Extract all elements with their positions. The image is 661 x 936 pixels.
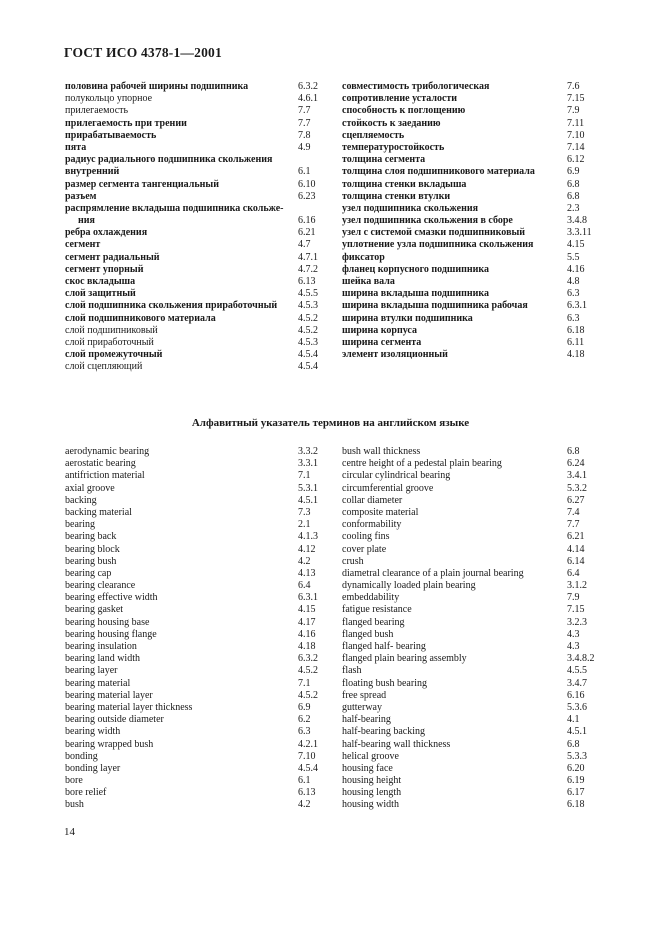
index-reference: 7.7: [298, 117, 311, 129]
index-reference: 3.3.11: [567, 227, 592, 239]
index-reference: 4.5.5: [567, 665, 587, 677]
index-reference: 7.10: [567, 129, 585, 141]
index-reference: 3.4.8: [567, 215, 587, 227]
index-term: шейка вала: [342, 276, 395, 287]
index-reference: 6.13: [298, 276, 316, 287]
index-term: housing length: [342, 787, 402, 799]
index-term: слой подшипника скольжения приработочный: [65, 300, 278, 312]
index-reference: 7.3: [298, 506, 311, 518]
index-term: bearing housing base: [65, 616, 150, 628]
index-term: bearing block: [65, 543, 120, 555]
index-reference: 4.7: [298, 239, 311, 251]
index-term: centre height of a pedestal plain bearing: [342, 458, 502, 470]
index-term: antifriction material: [65, 470, 145, 482]
index-term: слой промежуточный: [65, 349, 163, 361]
index-reference: 6.3.1: [567, 300, 587, 312]
index-reference: 4.3: [567, 628, 580, 640]
index-term: размер сегмента тангенциальный: [65, 178, 219, 190]
index-term: bearing land width: [65, 653, 140, 665]
index-term: bearing back: [65, 531, 117, 543]
index-term: толщина стенки вкладыша: [342, 178, 467, 190]
index-reference: 6.21: [567, 531, 585, 543]
index-reference: 6.3: [567, 312, 580, 324]
index-reference: 4.18: [567, 349, 585, 361]
index-term: сегмент: [65, 239, 101, 251]
index-term: узел с системой смазки подшипниковый: [342, 227, 526, 239]
index-reference: 6.9: [298, 701, 311, 713]
index-reference: 6.13: [298, 787, 316, 799]
index-term: aerodynamic bearing: [65, 446, 150, 457]
index-reference: 6.23: [298, 190, 316, 202]
index-term: слой приработочный: [65, 336, 154, 348]
index-term: уплотнение узла подшипника скольжения: [342, 239, 534, 251]
index-reference: 6.1: [298, 775, 311, 787]
index-reference: 4.5.2: [298, 689, 318, 701]
index-term: bush wall thickness: [342, 446, 421, 457]
index-reference: 3.1.2: [567, 580, 587, 592]
index-reference: 4.12: [298, 543, 316, 555]
index-term: bearing material: [65, 677, 131, 689]
index-term: узел подшипника скольжения: [342, 202, 479, 214]
index-term: прирабатываемость: [65, 129, 157, 141]
index-reference: 4.2.1: [298, 738, 318, 750]
index-term: bearing wrapped bush: [65, 738, 154, 750]
index-term: bore: [65, 775, 83, 787]
index-term: прилегаемость при трении: [65, 117, 187, 129]
index-reference: 5.3.1: [298, 482, 318, 494]
index-term: bonding: [65, 750, 98, 762]
index-reference: 7.9: [567, 105, 580, 117]
index-term: ширина вкладыша подшипника рабочая: [342, 300, 528, 312]
index-reference: 7.4: [567, 506, 580, 518]
index-term: распрямление вкладыша подшипника скольже-: [65, 202, 284, 214]
index-reference: 6.3.2: [298, 653, 318, 665]
index-term: способность к поглощению: [342, 105, 466, 117]
index-term: сцепляемость: [342, 129, 405, 141]
index-reference: 5.3.3: [567, 750, 587, 762]
index-reference: 4.2: [298, 799, 311, 811]
index-term: gutterway: [342, 701, 382, 713]
index-reference: 4.17: [298, 616, 316, 628]
index-reference: 7.1: [298, 470, 311, 482]
index-reference: 6.21: [298, 227, 316, 239]
index-term: cooling fins: [342, 531, 390, 543]
index-term: embeddability: [342, 592, 400, 604]
index-reference: 3.2.3: [567, 616, 587, 628]
index-reference: 4.14: [567, 543, 585, 555]
index-term: flanged plain bearing assembly: [342, 653, 467, 665]
index-term: bonding layer: [65, 762, 121, 774]
index-term: ширина корпуса: [342, 324, 417, 336]
index-term: cover plate: [342, 543, 387, 555]
index-reference: 4.5.4: [298, 361, 318, 373]
index-reference: 6.12: [567, 154, 585, 166]
index-term: совместимость трибологическая: [342, 81, 490, 92]
index-reference: 3.3.2: [298, 446, 318, 457]
index-reference: 6.8: [567, 190, 580, 202]
index-reference: 4.5.1: [298, 494, 318, 506]
index-reference: 4.18: [298, 641, 316, 652]
index-term: crush: [342, 555, 364, 567]
index-reference: 4.3: [567, 641, 580, 652]
index-reference: 6.16: [298, 215, 316, 227]
index-term: helical groove: [342, 750, 399, 762]
index-reference: 6.9: [567, 166, 580, 178]
index-term: backing material: [65, 506, 132, 518]
index-term: flanged bearing: [342, 616, 405, 628]
index-term: толщина сегмента: [342, 154, 426, 166]
index-reference: 6.3: [298, 726, 311, 738]
index-reference: 4.5.2: [298, 312, 318, 324]
index-term: fatigue resistance: [342, 604, 412, 616]
index-reference: 4.15: [298, 604, 316, 616]
index-reference: 4.5.3: [298, 336, 318, 348]
index-reference: 6.24: [567, 458, 585, 470]
index-reference: 4.7.2: [298, 263, 318, 275]
index-term: bearing: [65, 519, 95, 531]
index-reference: 6.14: [567, 555, 585, 567]
index-term: aerostatic bearing: [65, 458, 136, 470]
index-term: стойкость к заеданию: [342, 117, 441, 129]
index-reference: 6.8: [567, 738, 580, 750]
index-reference: 6.4: [298, 580, 311, 592]
index-term: толщина слоя подшипникового материала: [342, 166, 535, 178]
index-reference: 7.7: [567, 519, 580, 531]
index-reference: 4.6.1: [298, 93, 318, 105]
index-term: bearing clearance: [65, 580, 136, 592]
index-term: half-bearing wall thickness: [342, 738, 451, 750]
index-term: housing width: [342, 799, 399, 811]
index-term: половина рабочей ширины подшипника: [65, 81, 249, 92]
index-term: flanged bush: [342, 628, 394, 640]
index-reference: 4.7.1: [298, 251, 318, 263]
index-term: diametral clearance of a plain journal bearing: [342, 567, 524, 579]
index-reference: 4.5.4: [298, 349, 318, 361]
index-reference: 7.9: [567, 592, 580, 604]
index-reference: 6.4: [567, 567, 580, 579]
index-term: floating bush bearing: [342, 677, 427, 689]
index-reference: 4.5.1: [567, 726, 587, 738]
index-term: температуростойкость: [342, 141, 445, 153]
page-header: ГОСТ ИСО 4378-1—2001: [64, 45, 222, 60]
index-reference: 4.16: [298, 628, 316, 640]
index-term: flanged half- bearing: [342, 641, 426, 652]
index-reference: 4.9: [298, 141, 311, 153]
index-reference: 4.5.2: [298, 665, 318, 677]
index-term: скос вкладыша: [65, 276, 136, 287]
index-reference: 6.20: [567, 762, 585, 774]
index-reference: 4.1.3: [298, 531, 318, 543]
index-reference: 6.17: [567, 787, 585, 799]
index-reference: 4.5.4: [298, 762, 318, 774]
index-reference: 7.10: [298, 750, 316, 762]
index-term: dynamically loaded plain bearing: [342, 580, 476, 592]
index-term: collar diameter: [342, 494, 403, 506]
index-term: элемент изоляционный: [342, 349, 448, 361]
index-term: внутренний: [65, 166, 120, 178]
index-reference: 6.3.1: [298, 592, 318, 604]
index-reference: 6.8: [567, 178, 580, 190]
index-term: толщина стенки втулки: [342, 190, 451, 202]
index-reference: 2.3: [567, 202, 580, 214]
index-term: flash: [342, 665, 362, 677]
index-reference: 7.6: [567, 81, 580, 92]
index-reference: 6.18: [567, 799, 585, 811]
index-term: bearing outside diameter: [65, 714, 164, 726]
index-term: housing height: [342, 775, 402, 787]
english-index-title: Алфавитный указатель терминов на английском языке: [191, 417, 470, 429]
index-term: фиксатор: [342, 251, 385, 263]
index-term: axial groove: [65, 482, 115, 494]
index-term: разъем: [65, 190, 97, 202]
index-reference: 6.10: [298, 178, 316, 190]
index-reference: 6.27: [567, 494, 585, 506]
index-reference: 6.11: [567, 336, 585, 348]
index-term: ширина вкладыша подшипника: [342, 288, 490, 300]
index-reference: 7.7: [298, 105, 311, 117]
index-term: housing face: [342, 762, 393, 774]
index-reference: 6.18: [567, 324, 585, 336]
index-term: узел подшипника скольжения в сборе: [342, 215, 513, 227]
index-reference: 4.16: [567, 263, 585, 275]
index-term: слой защитный: [65, 288, 136, 300]
index-reference: 4.2: [298, 555, 311, 567]
index-reference: 4.13: [298, 567, 316, 579]
index-term: слой подшипникового материала: [65, 312, 216, 324]
index-term: bearing cap: [65, 567, 112, 579]
index-term: слой сцепляющий: [65, 361, 143, 373]
index-reference: 6.16: [567, 689, 585, 701]
index-reference: 7.8: [298, 129, 311, 141]
index-term: half-bearing backing: [342, 726, 426, 738]
index-term: ширина втулки подшипника: [342, 312, 473, 324]
index-term: полукольцо упорное: [65, 93, 153, 105]
index-term: bush: [65, 799, 84, 811]
index-term: bearing material layer: [65, 689, 153, 701]
index-reference: 6.8: [567, 446, 580, 457]
index-term: сегмент радиальный: [65, 251, 160, 263]
index-reference: 2.1: [298, 519, 311, 531]
index-term: free spread: [342, 689, 387, 701]
index-term: backing: [65, 494, 97, 506]
page-number: 14: [64, 826, 75, 838]
index-term: фланец корпусного подшипника: [342, 263, 490, 275]
index-reference: 6.19: [567, 775, 585, 787]
index-term: bearing gasket: [65, 604, 124, 616]
index-reference: 3.4.8.2: [567, 653, 595, 665]
index-reference: 6.3: [567, 288, 580, 300]
index-term: пята: [65, 141, 87, 153]
index-term: bore relief: [65, 787, 107, 799]
index-term: сопротивление усталости: [342, 93, 458, 105]
index-term: circumferential groove: [342, 482, 434, 494]
index-reference: 3.4.1: [567, 470, 587, 482]
index-term: half-bearing: [342, 714, 391, 726]
index-term: bearing layer: [65, 665, 118, 677]
index-term: слой подшипниковый: [65, 324, 158, 336]
index-reference: 5.5: [567, 251, 580, 263]
index-term: bearing insulation: [65, 641, 137, 652]
index-reference: 7.15: [567, 93, 585, 105]
index-term: радиус радиального подшипника скольжения: [65, 154, 273, 166]
index-term: сегмент упорный: [65, 263, 144, 275]
index-term: bearing housing flange: [65, 628, 157, 640]
index-term: composite material: [342, 506, 419, 518]
index-term: ния: [78, 215, 95, 227]
index-reference: 4.8: [567, 276, 580, 287]
index-reference: 5.3.2: [567, 482, 587, 494]
index-reference: 6.3.2: [298, 81, 318, 92]
index-term: bearing material layer thickness: [65, 701, 193, 713]
index-reference: 7.1: [298, 677, 311, 689]
index-reference: 6.2: [298, 714, 311, 726]
index-reference: 5.3.6: [567, 701, 587, 713]
index-reference: 4.15: [567, 239, 585, 251]
index-term: ширина сегмента: [342, 336, 422, 348]
index-reference: 4.5.5: [298, 288, 318, 300]
index-reference: 7.11: [567, 117, 585, 129]
index-reference: 7.15: [567, 604, 585, 616]
index-reference: 6.1: [298, 166, 311, 178]
index-reference: 3.4.7: [567, 677, 587, 689]
index-term: bearing width: [65, 726, 121, 738]
index-term: conformability: [342, 519, 402, 531]
index-reference: 3.3.1: [298, 458, 318, 470]
index-reference: 4.5.2: [298, 324, 318, 336]
index-term: прилегаемость: [65, 105, 129, 117]
index-term: circular cylindrical bearing: [342, 470, 451, 482]
index-reference: 4.1: [567, 714, 580, 726]
index-reference: 7.14: [567, 141, 585, 153]
index-term: bearing bush: [65, 555, 117, 567]
index-term: ребра охлаждения: [65, 227, 148, 239]
index-reference: 4.5.3: [298, 300, 318, 312]
index-term: bearing effective width: [65, 592, 158, 604]
